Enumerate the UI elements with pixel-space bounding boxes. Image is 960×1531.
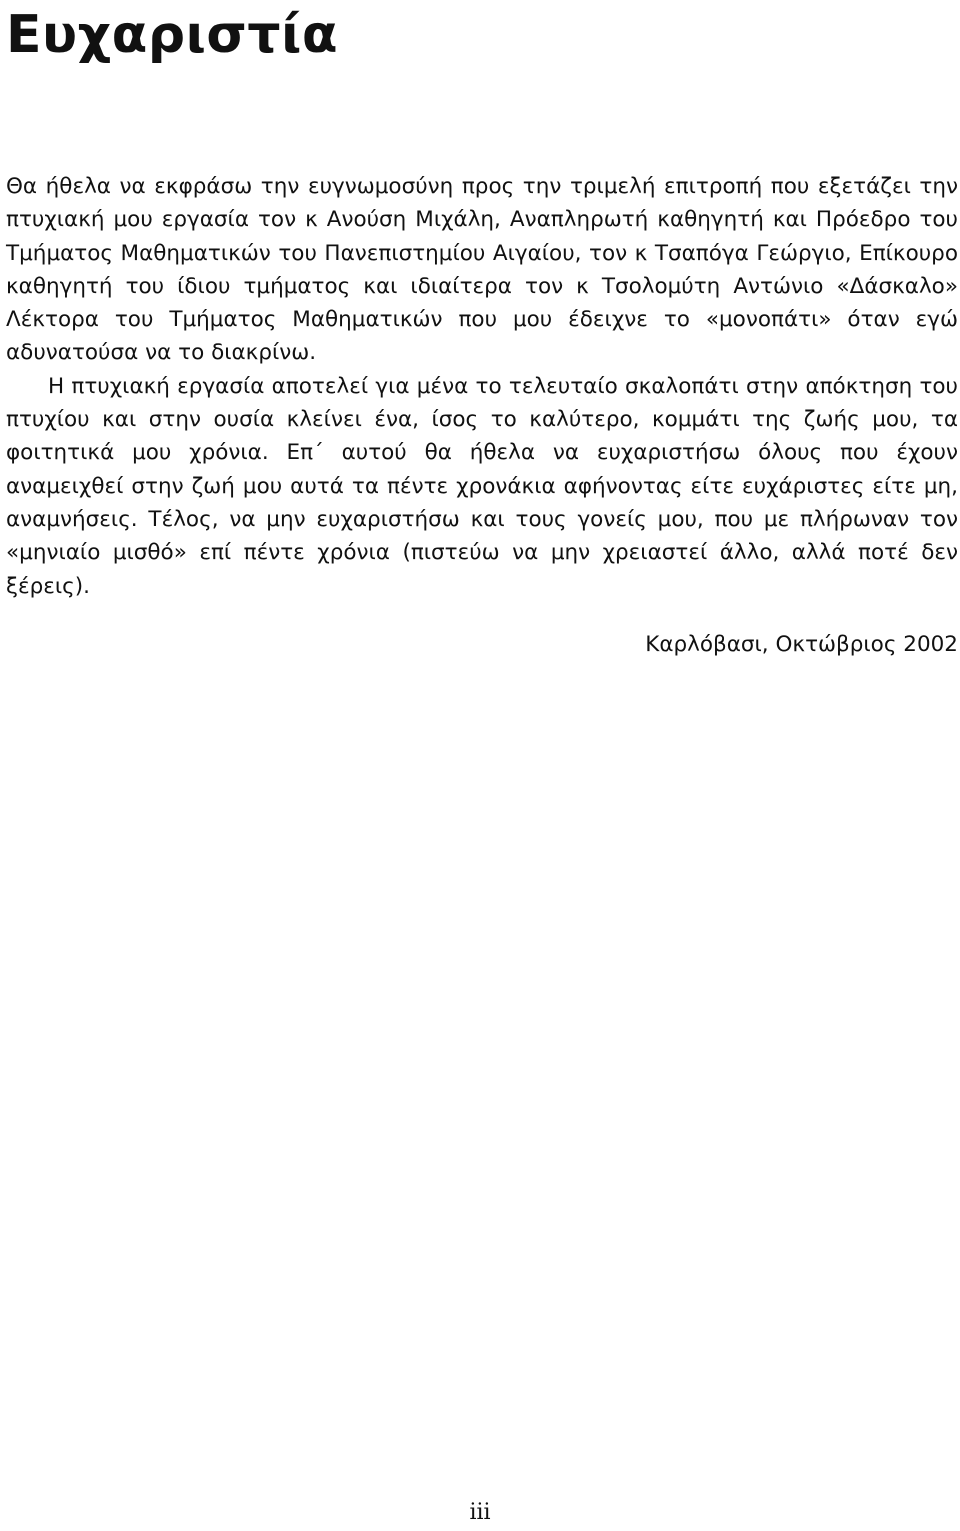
paragraph-thanks-others: Η πτυχιακή εργασία αποτελεί για μένα το τελευταίο σκαλοπάτι στην απόκτηση του πτυχίου και στην ουσία κλείνει ένα, ίσος το καλύτερο, κομμάτι της ζωής μου, τα φοιτητικά μου χρόνια. Επ΄ αυτού θα ήθελα να ευχαριστήσω όλους που έχουν αναμειχθεί στην ζωή μου αυτά τα πέντε χρονάκια αφήνοντας είτε ευχάριστες είτε μη, αναμνήσεις. Τέλος, να μην ευχαριστήσω και τους γονείς μου, που με πλήρωναν τον «μηνιαίο μισθό» επί πέντε χρόνια (πιστεύω να μην χρειαστεί άλλο, αλλά ποτέ δεν ξέρεις). (6, 373, 958, 599)
acknowledgment-body (6, 170, 958, 603)
page-number: iii (469, 1500, 491, 1525)
signature-place-date: Καρλόβασι, Οκτώβριος 2002 (645, 632, 958, 657)
paragraph-thanks-committee: Θα ήθελα να εκφράσω την ευγνωμοσύνη προς την τριμελή επιτροπή που εξετάζει την πτυχιακή μου εργασία τον κ Ανούση Μιχάλη, Αναπληρωτή καθηγητή και Πρόεδρο του Τμήματος Μαθηματικών του Πανεπιστημίου Αιγαίου, τον κ Τσαπόγα Γεώργιο, Επίκουρο καθηγητή του ίδιου τμήματος και ιδιαίτερα τον κ Τσολομύτη Αντώνιο «Δάσκαλο» Λέκτορα του Τμήματος Μαθηματικών που μου έδειχνε το «μονοπάτι» όταν εγώ αδυνατούσα να το διακρίνω. (6, 174, 958, 366)
page-title: Ευχαριστία (6, 5, 339, 65)
